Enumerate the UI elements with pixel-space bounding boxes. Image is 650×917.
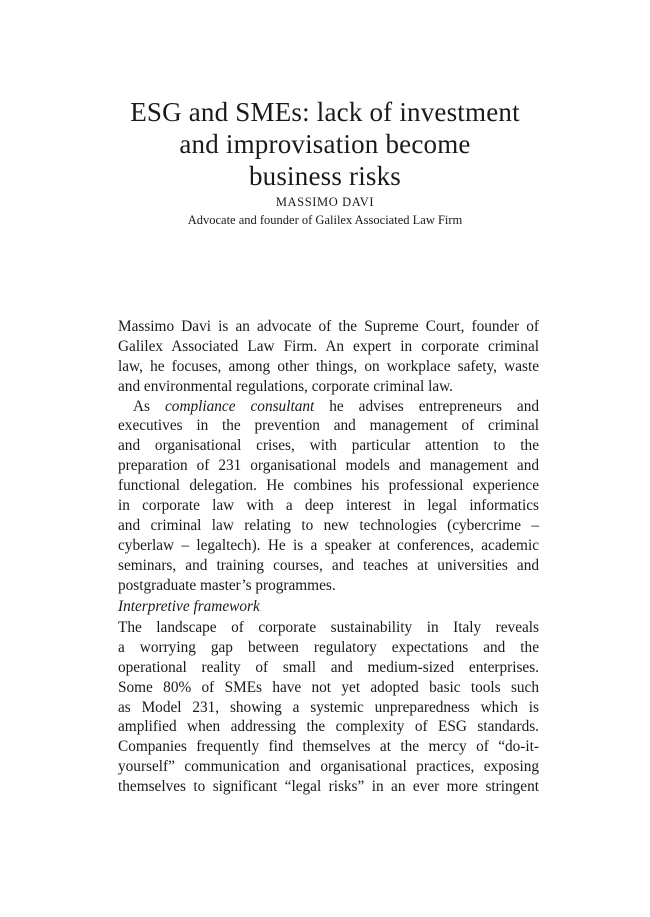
bio-line <box>118 397 539 417</box>
section-line: yourself” communication and organisational practices, exposing <box>118 758 539 776</box>
section-body <box>118 618 539 797</box>
bio-line: preparation of 231 organisational models and management and <box>118 457 539 475</box>
bio-line: functional delegation. He combines his professional experience <box>118 477 539 495</box>
section-line: themselves to significant “legal risks” in an ever more stringent <box>118 778 539 796</box>
bio-text: As <box>133 397 150 415</box>
section-line: a worrying gap between regulatory expectations and the <box>118 638 539 656</box>
title-line-1: ESG and SMEs: lack of investment <box>130 97 520 127</box>
bio-line: cyberlaw – legaltech). He is a speaker at conferences, academic <box>118 536 539 554</box>
article-title <box>60 96 590 192</box>
title-line-3: business risks <box>248 161 402 191</box>
bio-line: law, he focuses, among other things, on workplace safety, waste <box>118 357 539 375</box>
bio-emphasis: compliance consultant <box>165 397 315 415</box>
section-heading: Interpretive framework <box>118 598 260 615</box>
section-line: Some 80% of SMEs have not yet adopted basic tools such <box>118 678 539 696</box>
bio-line: and criminal law relating to new technologies (cybercrime – <box>118 516 539 534</box>
bio-line: postgraduate master’s programmes. <box>118 576 336 594</box>
section-line: as Model 231, showing a systemic unpreparedness which is <box>118 698 539 716</box>
bio-line: in corporate law with a deep interest in legal informatics <box>118 497 539 515</box>
title-line-2: and improvisation become <box>179 129 471 159</box>
bio-line: and organisational crises, with particular attention to the <box>118 437 539 455</box>
bio-line: executives in the prevention and management of criminal <box>118 417 539 435</box>
author-bio <box>118 317 539 595</box>
bio-line: Galilex Associated Law Firm. An expert in corporate criminal <box>118 337 539 355</box>
section-line: operational reality of small and medium-sized enterprises. <box>118 658 539 676</box>
author-affiliation: Advocate and founder of Galilex Associated Law Firm <box>187 213 463 227</box>
section-line: The landscape of corporate sustainability in Italy reveals <box>118 619 539 636</box>
bio-line: and environmental regulations, corporate criminal law. <box>118 377 453 395</box>
bio-line: Massimo Davi is an advocate of the Supreme Court, founder of <box>118 318 539 335</box>
author-name: MASSIMO DAVI <box>275 195 375 209</box>
bio-line: seminars, and training courses, and teaches at universities and <box>118 556 539 574</box>
section-line: Companies frequently find themselves at the mercy of “do-it- <box>118 738 539 756</box>
section-line: amplified when addressing the complexity of ESG standards. <box>118 718 539 736</box>
bio-text: he advises entrepreneurs and <box>329 397 540 415</box>
